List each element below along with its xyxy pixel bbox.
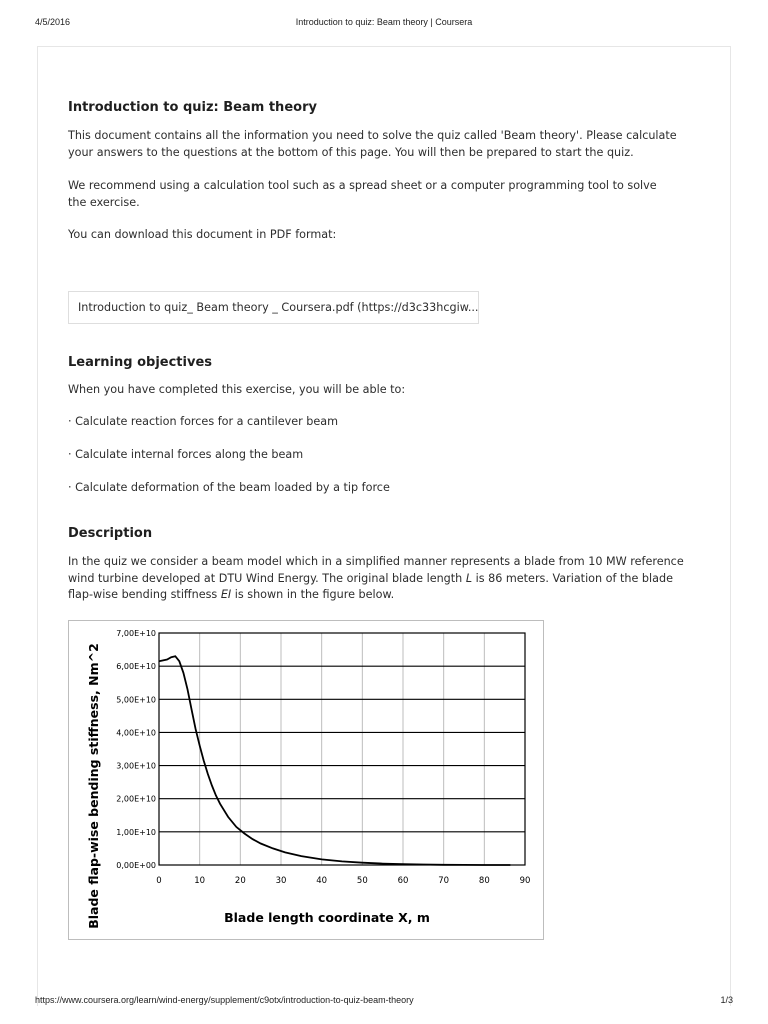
- objective-item: · Calculate reaction forces for a cantilever beam: [68, 415, 339, 428]
- y-tick-label: 6,00E+10: [116, 662, 156, 672]
- description-paragraph: [68, 554, 693, 604]
- stiffness-chart-figure: [68, 620, 544, 940]
- stiffness-chart: [69, 621, 545, 941]
- x-tick-label: 90: [519, 876, 531, 886]
- y-tick-label: 7,00E+10: [116, 629, 156, 638]
- description-text-2: is 86 meters. Variation of the blade flap-wise bending stiffness: [68, 571, 673, 601]
- length-symbol: L: [465, 571, 473, 585]
- y-tick-label: 1,00E+10: [116, 827, 156, 837]
- y-tick-label: 0,00E+00: [116, 861, 156, 870]
- objectives-heading: Learning objectives: [68, 355, 212, 370]
- page-title: Introduction to quiz: Beam theory: [68, 100, 317, 115]
- x-tick-label: 50: [356, 876, 368, 886]
- plot-frame: [159, 633, 525, 865]
- objectives-list: [68, 414, 390, 513]
- x-tick-label: 10: [194, 876, 206, 886]
- description-text-3: is shown in the figure below.: [231, 588, 395, 601]
- intro-paragraph-2: We recommend using a calculation tool such as a spread sheet or a computer programming tool to solve the exercise.: [68, 179, 657, 209]
- print-title: Introduction to quiz: Beam theory | Coursera: [295, 17, 473, 27]
- y-tick-label: 5,00E+10: [116, 695, 156, 705]
- x-tick-label: 20: [234, 876, 246, 886]
- chart-ticks: [116, 629, 530, 886]
- x-tick-label: 80: [478, 876, 490, 886]
- print-date: 4/5/2016: [35, 17, 71, 27]
- print-url: https://www.coursera.org/learn/wind-energy/supplement/c9otx/introduction-to-quiz-beam-theory: [35, 995, 414, 1005]
- intro-paragraph-1: This document contains all the information you need to solve the quiz called 'Beam theory'. Please calculate your answers to the questions at the bottom of this page. You will then be prepared to start the quiz.: [68, 129, 677, 159]
- print-page-number: 1/3: [720, 995, 733, 1005]
- x-tick-label: 0: [156, 876, 162, 886]
- chart-grid: [159, 633, 525, 865]
- objective-item: · Calculate internal forces along the beam: [68, 448, 304, 461]
- x-tick-label: 40: [316, 876, 328, 886]
- x-tick-label: 30: [275, 876, 287, 886]
- y-tick-label: 4,00E+10: [116, 728, 156, 738]
- objectives-intro: When you have completed this exercise, you will be able to:: [68, 383, 406, 396]
- stiffness-symbol: EI: [220, 588, 232, 601]
- description-heading: Description: [68, 526, 153, 541]
- intro-paragraph-3: You can download this document in PDF format:: [68, 228, 337, 241]
- pdf-download-link[interactable]: Introduction to quiz_ Beam theory _ Coursera.pdf (https://d3c33hcgiw...: [68, 291, 479, 324]
- y-axis-label: Blade flap-wise bending stiffness, Nm^2: [86, 643, 101, 929]
- x-tick-label: 70: [438, 876, 450, 886]
- description-text-1: In the quiz we consider a beam model which in a simplified manner represents a blade from 10 MW reference wind turbine developed at DTU Wind Energy. The original blade length: [68, 555, 684, 585]
- series-line-stiffness: [159, 656, 510, 865]
- y-tick-label: 2,00E+10: [116, 794, 156, 804]
- x-axis-label: Blade length coordinate X, m: [224, 910, 430, 925]
- y-tick-label: 3,00E+10: [116, 761, 156, 771]
- objective-item: · Calculate deformation of the beam loaded by a tip force: [68, 481, 390, 494]
- x-tick-label: 60: [397, 876, 409, 886]
